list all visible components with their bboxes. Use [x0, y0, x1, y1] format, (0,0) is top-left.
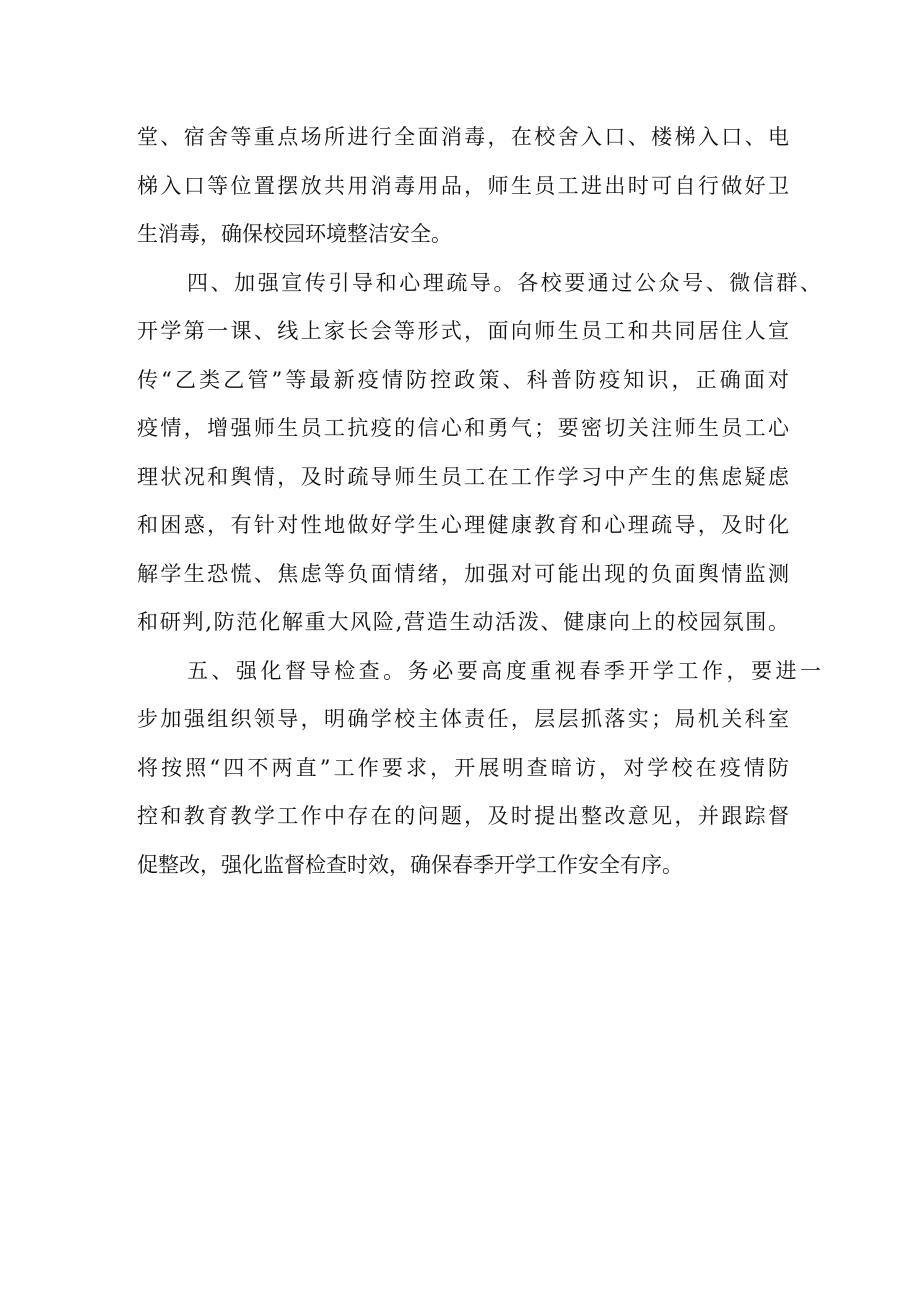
document-body [137, 113, 821, 889]
text-line: 和研判,防范化解重大风险,营造生动活泼、健康向上的校园氛围。 [137, 610, 789, 634]
text-line: 五、强化督导检查。务必要高度重视春季开学工作，要进一 [187, 658, 821, 683]
text-line: 四、加强宣传引导和心理疏导。各校要通过公众号、微信群、 [187, 270, 821, 295]
text-line: 和困惑，有针对性地做好学生心理健康教育和心理疏导，及时化 [137, 513, 789, 537]
text-line: 传“乙类乙管”等最新疫情防控政策、科普防疫知识，正确面对 [137, 367, 789, 392]
text-line: 开学第一课、线上家长会等形式，面向师生员工和共同居住人宣 [137, 319, 789, 343]
text-line: 控和教育教学工作中存在的问题，及时提出整改意见，并跟踪督 [137, 804, 789, 828]
text-line: 将按照“四不两直”工作要求，开展明查暗访，对学校在疫情防 [137, 755, 789, 780]
text-line: 生消毒，确保校园环境整洁安全。 [137, 222, 452, 246]
text-line: 梯入口等位置摆放共用消毒用品，师生员工进出时可自行做好卫 [137, 173, 789, 198]
text-line: 促整改，强化监督检查时效，确保春季开学工作安全有序。 [137, 852, 683, 877]
text-line: 解学生恐慌、焦虑等负面情绪，加强对可能出现的负面舆情监测 [137, 561, 789, 586]
text-line: 疫情，增强师生员工抗疫的信心和勇气；要密切关注师生员工心 [137, 416, 789, 440]
paragraph-five [137, 647, 821, 890]
text-line: 堂、宿舍等重点场所进行全面消毒，在校舍入口、楼梯入口、电 [137, 125, 789, 149]
paragraph-four [137, 259, 821, 647]
text-line: 理状况和舆情，及时疏导师生员工在工作学习中产生的焦虑疑虑 [137, 464, 789, 489]
text-line: 步加强组织领导，明确学校主体责任，层层抓落实；局机关科室 [137, 707, 789, 731]
paragraph-continued [137, 113, 817, 259]
